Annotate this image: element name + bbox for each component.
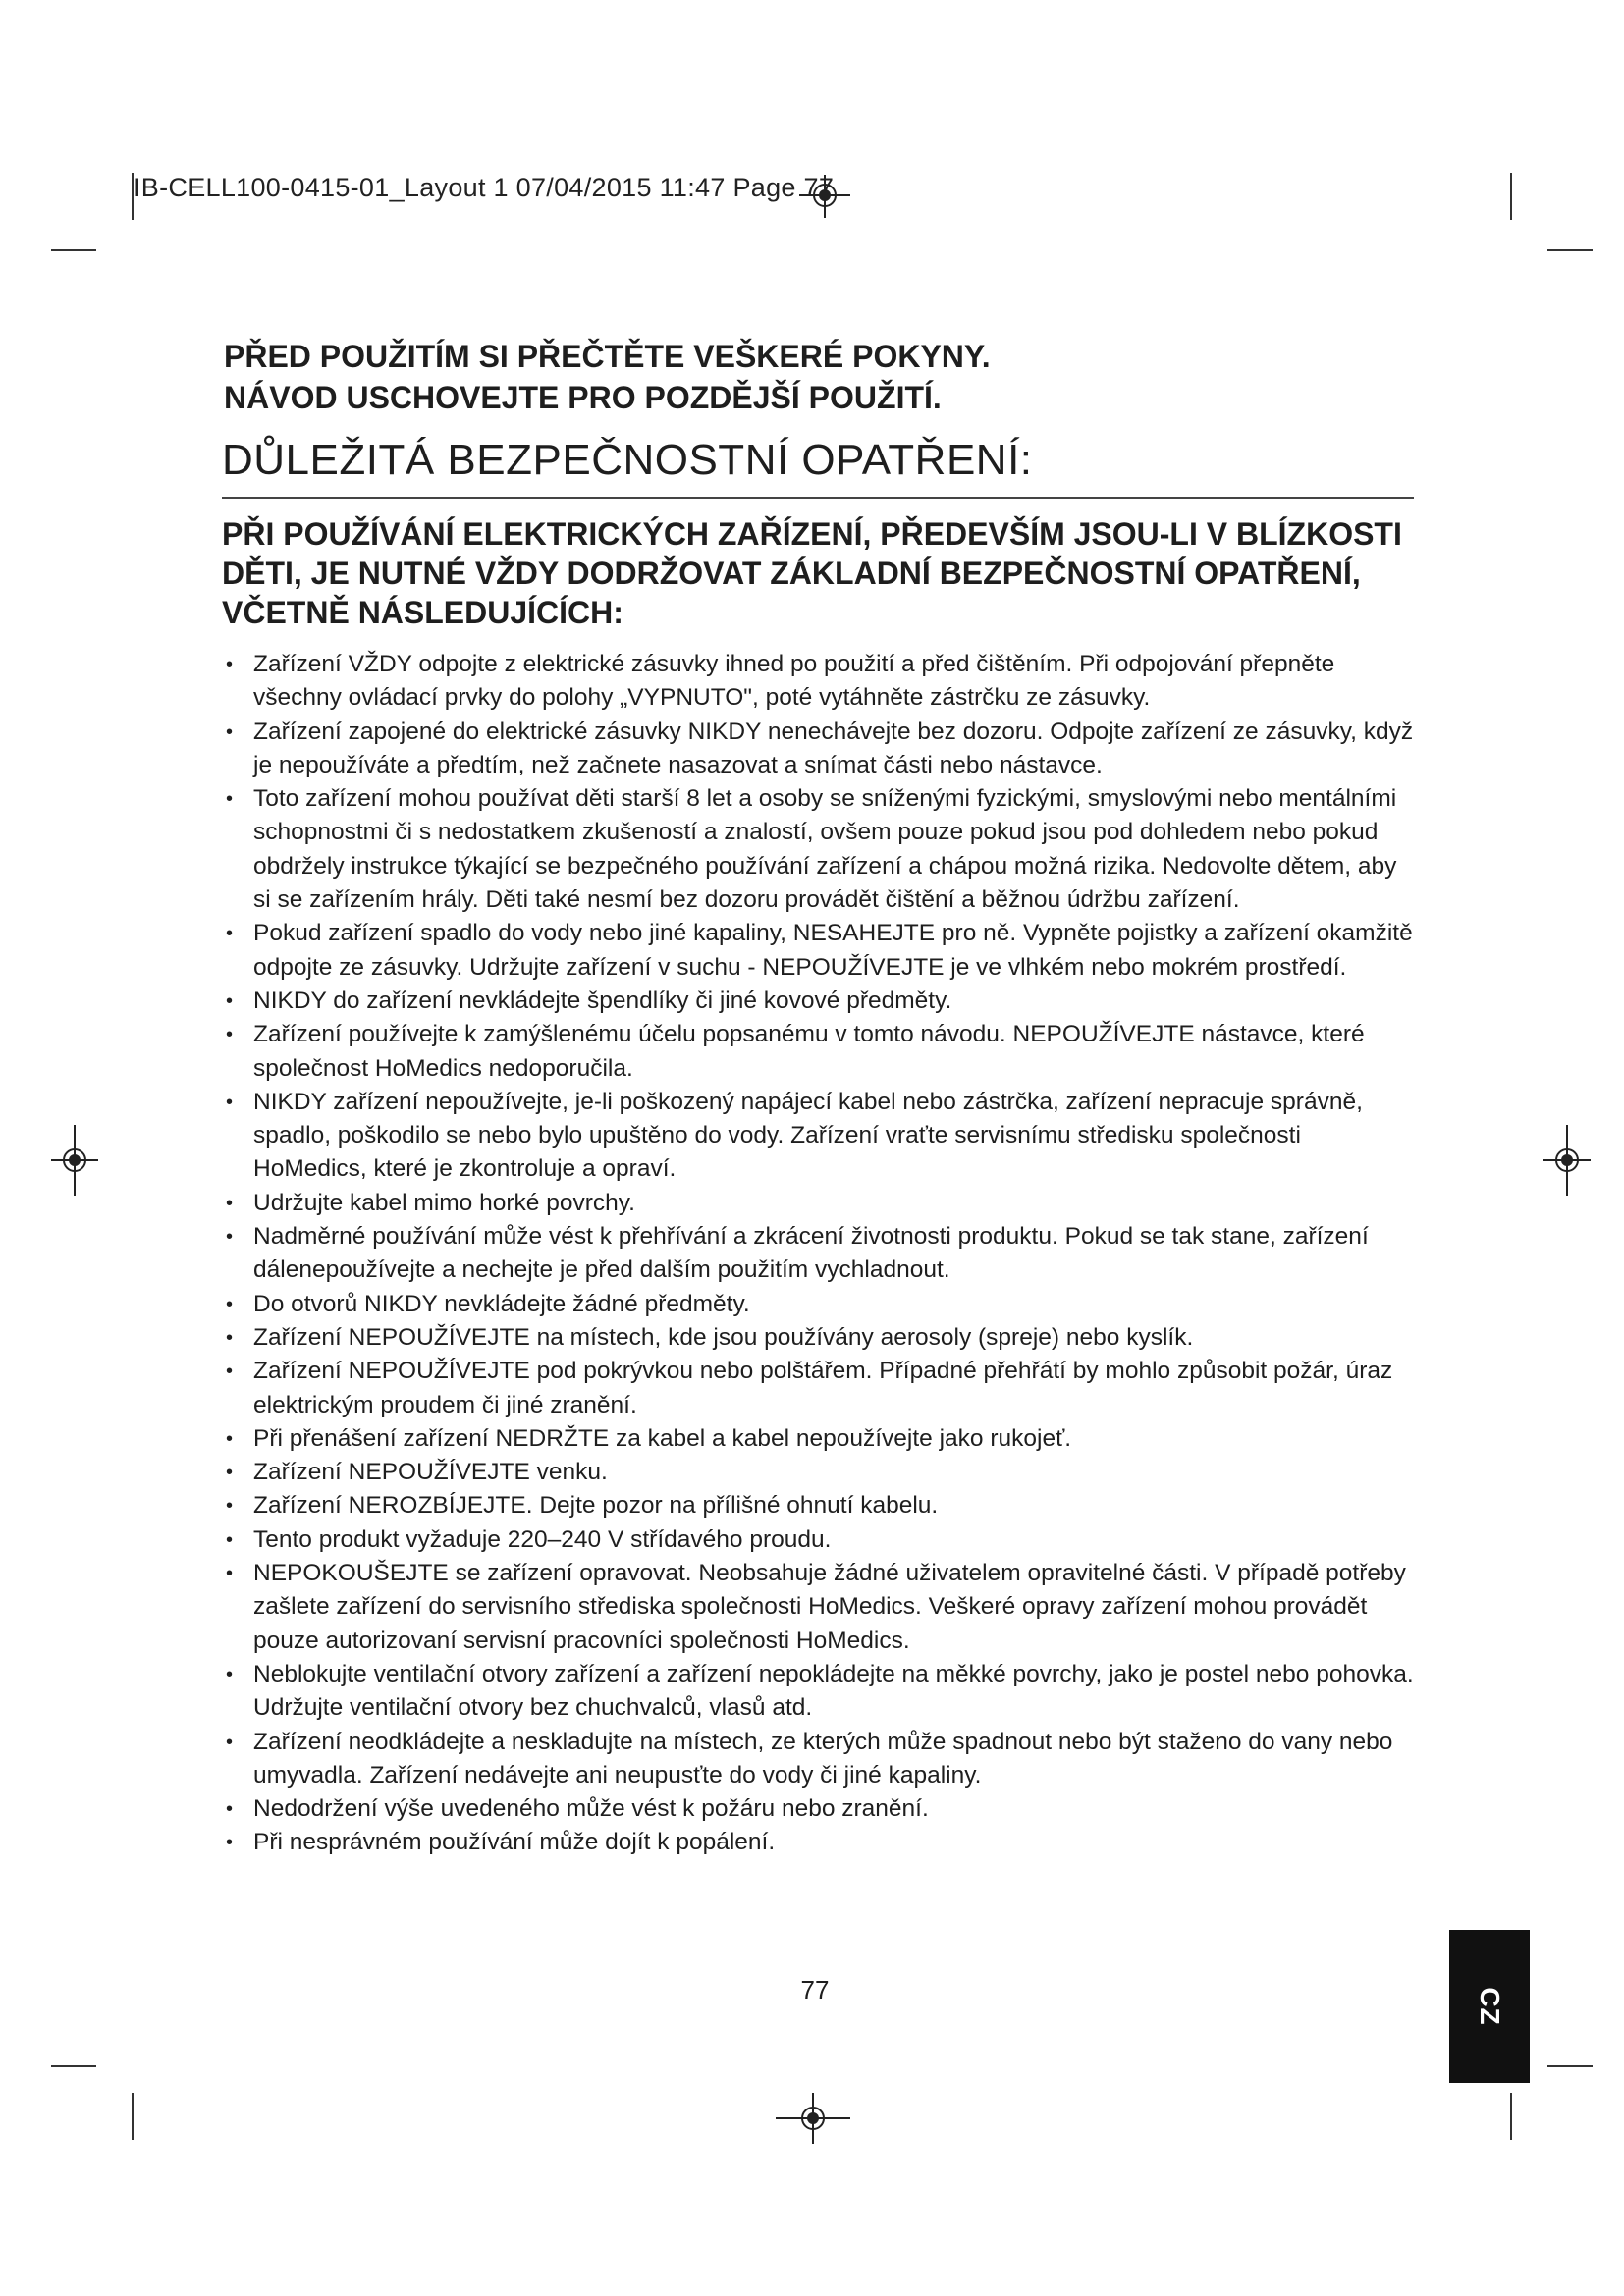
list-item: • Udržujte kabel mimo horké povrchy. bbox=[222, 1187, 1420, 1220]
page-number: 77 bbox=[800, 1975, 830, 2004]
list-item bbox=[222, 1658, 1420, 1726]
subheading-line: DĚTI, JE NUTNÉ VŽDY DODRŽOVAT ZÁKLADNÍ BEZPEČNOSTNÍ OPATŘENÍ, bbox=[222, 556, 1361, 591]
list-item: • Zařízení VŽDY odpojte z elektrické zásuvky ihned po použití a před čištěním. Při odpojování přepněte všechny ovládací prvky do polohy „VYPNUTO", poté vytáhněte zástrčku ze zásuvky. bbox=[222, 648, 1420, 716]
page-title: DŮLEŽITÁ BEZPEČNOSTNÍ OPATŘENÍ: bbox=[222, 436, 1033, 484]
crop-mark bbox=[51, 249, 96, 251]
print-slug: IB-CELL100-0415-01_Layout 1 07/04/2015 11:47 Page 77 bbox=[134, 173, 835, 202]
subheading-line: PŘI POUŽÍVÁNÍ ELEKTRICKÝCH ZAŘÍZENÍ, PŘEDEVŠÍM JSOU-LI V BLÍZKOSTI bbox=[222, 516, 1402, 552]
list-item: • Nadměrné používání může vést k přehřívání a zkrácení životnosti produktu. Pokud se tak stane, zařízení dálenepoužívejte a nechejte je před dalším použitím vychladnout. bbox=[222, 1220, 1420, 1288]
crop-mark bbox=[1547, 2065, 1593, 2067]
crop-mark bbox=[1510, 2093, 1512, 2140]
registration-mark-icon bbox=[774, 2087, 852, 2150]
language-tab bbox=[1449, 1930, 1530, 2083]
intro-line: PŘED POUŽITÍM SI PŘEČTĚTE VEŠKERÉ POKYNY. bbox=[224, 339, 991, 374]
registration-mark-icon bbox=[45, 1121, 104, 1200]
section-subheading bbox=[222, 514, 1414, 632]
intro-heading bbox=[224, 336, 991, 418]
list-item: • Zařízení NEPOUŽÍVEJTE na místech, kde jsou používány aerosoly (spreje) nebo kyslík. bbox=[222, 1321, 1420, 1355]
list-item: • Při přenášení zařízení NEDRŽTE za kabel a kabel nepoužívejte jako rukojeť. bbox=[222, 1422, 1420, 1456]
list-item: • NIKDY do zařízení nevkládejte špendlíky či jiné kovové předměty. bbox=[222, 985, 1420, 1018]
list-item: • NEPOKOUŠEJTE se zařízení opravovat. Neobsahuje žádné uživatelem opravitelné části. V případě potřeby zašlete zařízení do servisního střediska společnosti HoMedics. Veškeré opravy zařízení mohou provádět pouze autorizovaní servisní pracovníci společnosti HoMedics. bbox=[222, 1557, 1420, 1658]
crop-mark bbox=[1510, 173, 1512, 220]
list-item: • Toto zařízení mohou používat děti starší 8 let a osoby se sníženými fyzickými, smyslovými nebo mentálními schopnostmi či s nedostatkem zkušeností a znalostí, ovšem pouze pokud jsou pod dohledem nebo pokud obdržely instrukce týkající se bezpečného používání zařízení a chápou možná rizika. Nedovolte dětem, aby si se zařízením hrály. Děti také nesmí bez dozoru provádět čištění a běžnou údržbu zařízení. bbox=[222, 782, 1420, 917]
intro-line: NÁVOD USCHOVEJTE PRO POZDĚJŠÍ POUŽITÍ. bbox=[224, 380, 942, 415]
list-item: • Zařízení NEROZBÍJEJTE. Dejte pozor na přílišné ohnutí kabelu. bbox=[222, 1489, 1420, 1522]
list-item: • Při nesprávném používání může dojít k popálení. bbox=[222, 1826, 1420, 1859]
language-tab-label: CZ bbox=[1475, 1987, 1505, 2026]
subheading-line: VČETNĚ NÁSLEDUJÍCÍCH: bbox=[222, 595, 623, 630]
crop-mark bbox=[51, 2065, 96, 2067]
crop-mark bbox=[1547, 249, 1593, 251]
list-item: • Zařízení zapojené do elektrické zásuvky NIKDY nenechávejte bez dozoru. Odpojte zařízení ze zásuvky, když je nepoužíváte a předtím, než začnete nasazovat a snímat části nebo nástavce. bbox=[222, 716, 1420, 783]
safety-instructions-list bbox=[222, 648, 1420, 1860]
list-item: • Tento produkt vyžaduje 220–240 V střídavého proudu. bbox=[222, 1523, 1420, 1557]
list-item: • Do otvorů NIKDY nevkládejte žádné předměty. bbox=[222, 1288, 1420, 1321]
list-item-continuation: Udržujte ventilační otvory bez chuchvalců, vlasů atd. bbox=[253, 1694, 813, 1722]
list-item: • Zařízení NEPOUŽÍVEJTE venku. bbox=[222, 1456, 1420, 1489]
list-item: • Zařízení používejte k zamýšlenému účelu popsanému v tomto návodu. NEPOUŽÍVEJTE nástavce, které společnost HoMedics nedoporučila. bbox=[222, 1018, 1420, 1086]
crop-mark bbox=[132, 2093, 134, 2140]
list-item: • NIKDY zařízení nepoužívejte, je-li poškozený napájecí kabel nebo zástrčka, zařízení nepracuje správně, spadlo, poškodilo se nebo bylo upuštěno do vody. Zařízení vraťte servisnímu středisku společnosti HoMedics, které je zkontroluje a opraví. bbox=[222, 1086, 1420, 1187]
list-item: • Pokud zařízení spadlo do vody nebo jiné kapaliny, NESAHEJTE pro ně. Vypněte pojistky a zařízení okamžitě odpojte ze zásuvky. Udržujte zařízení v suchu - NEPOUŽÍVEJTE je ve vlhkém nebo mokrém prostředí. bbox=[222, 917, 1420, 985]
list-item: • Nedodržení výše uvedeného může vést k požáru nebo zranění. bbox=[222, 1792, 1420, 1826]
list-item-text: Neblokujte ventilační otvory zařízení a zařízení nepokládejte na měkké povrchy, jako je postel nebo pohovka. bbox=[253, 1660, 1414, 1687]
title-divider bbox=[222, 497, 1414, 499]
registration-mark-icon bbox=[1538, 1121, 1597, 1200]
list-item: • Zařízení NEPOUŽÍVEJTE pod pokrývkou nebo polštářem. Případné přehřátí by mohlo způsobit požár, úraz elektrickým proudem či jiné zranění. bbox=[222, 1355, 1420, 1422]
list-item: • Zařízení neodkládejte a neskladujte na místech, ze kterých může spadnout nebo být staženo do vany nebo umyvadla. Zařízení nedávejte ani neupusťte do vody či jiné kapaliny. bbox=[222, 1726, 1420, 1793]
